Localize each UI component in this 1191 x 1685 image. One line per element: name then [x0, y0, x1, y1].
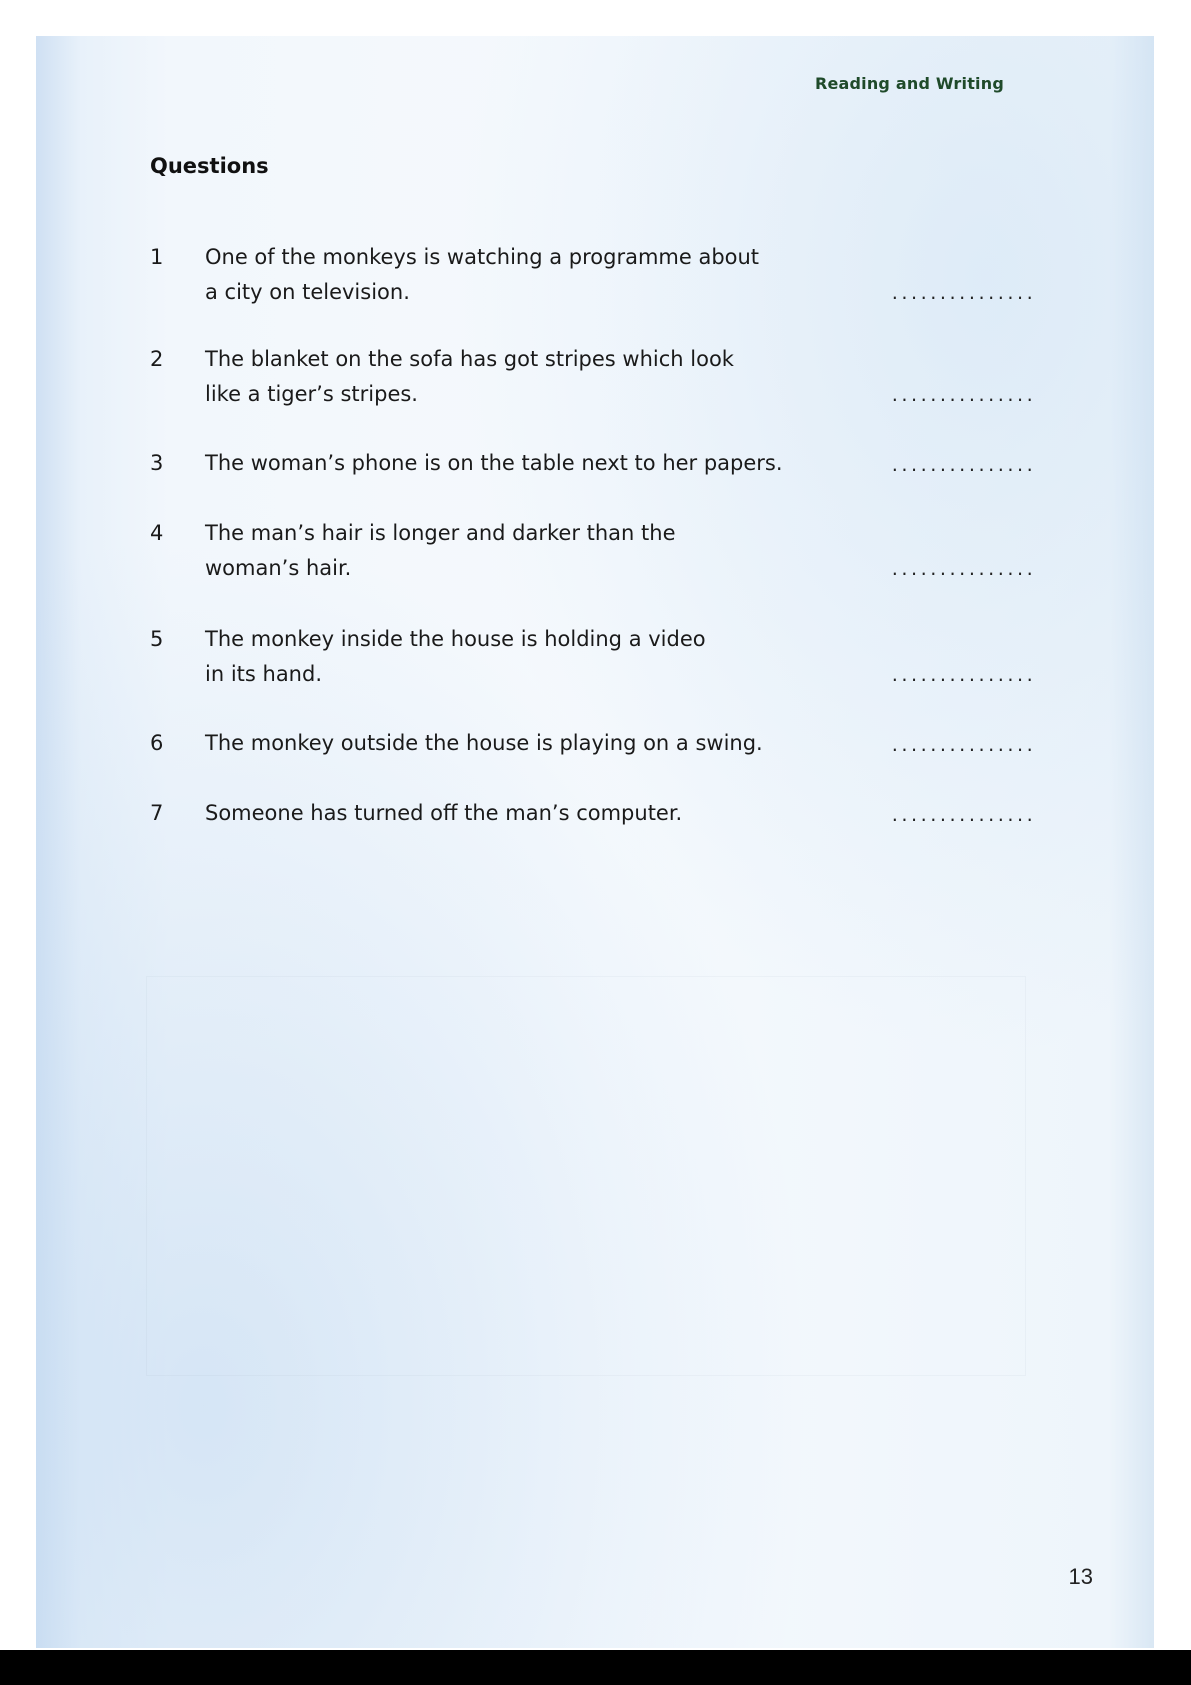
- questions-heading: Questions: [150, 154, 269, 178]
- answer-blank[interactable]: ...............: [890, 386, 1035, 405]
- question-line: The monkey inside the house is holding a video: [205, 627, 706, 651]
- question-number: 3: [150, 451, 164, 475]
- answer-blank[interactable]: ...............: [890, 736, 1035, 755]
- question-text: [205, 726, 885, 761]
- question-text: [205, 622, 825, 692]
- question-line: a city on television.: [205, 280, 410, 304]
- question-text: [205, 516, 825, 586]
- workbook-page: [36, 36, 1154, 1648]
- question-number: 6: [150, 731, 164, 755]
- question-line: woman’s hair.: [205, 556, 352, 580]
- question-line: The blanket on the sofa has got stripes which look: [205, 347, 734, 371]
- question-line: like a tiger’s stripes.: [205, 382, 418, 406]
- answer-blank[interactable]: ...............: [890, 284, 1035, 303]
- answer-blank[interactable]: ...............: [890, 456, 1035, 475]
- question-number: 5: [150, 627, 164, 651]
- question-number: 4: [150, 521, 164, 545]
- section-header: Reading and Writing: [814, 74, 1004, 93]
- question-number: 1: [150, 245, 164, 269]
- show-through-shadow: [146, 976, 1026, 1376]
- question-text: [205, 240, 825, 310]
- question-number: 7: [150, 801, 164, 825]
- page-number: 13: [1068, 1564, 1093, 1589]
- question-line: The woman’s phone is on the table next to her papers.: [205, 451, 783, 475]
- scan-bottom-border: [0, 1650, 1191, 1685]
- question-line: The man’s hair is longer and darker than the: [205, 521, 676, 545]
- question-text: [205, 796, 885, 831]
- answer-blank[interactable]: ...............: [890, 666, 1035, 685]
- question-line: One of the monkeys is watching a programme about: [205, 245, 760, 269]
- question-text: [205, 342, 825, 412]
- answer-blank[interactable]: ...............: [890, 806, 1035, 825]
- question-text: [205, 446, 885, 481]
- question-line: in its hand.: [205, 662, 322, 686]
- answer-blank[interactable]: ...............: [890, 560, 1035, 579]
- question-line: The monkey outside the house is playing on a swing.: [205, 731, 763, 755]
- question-number: 2: [150, 347, 164, 371]
- question-line: Someone has turned off the man’s computer.: [205, 801, 683, 825]
